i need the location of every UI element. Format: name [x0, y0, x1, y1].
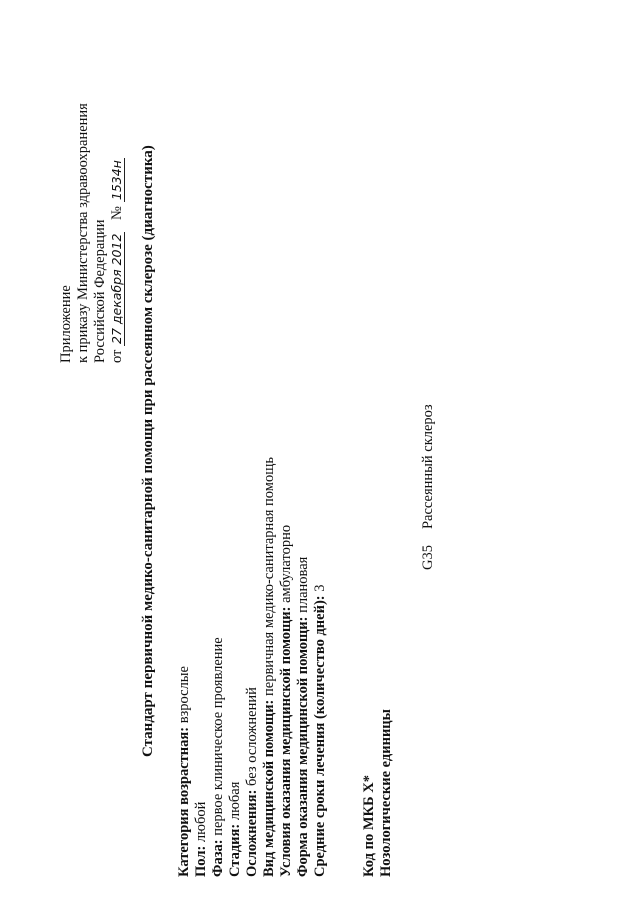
handwritten-number: 1534н	[109, 160, 124, 201]
param-value: любая	[227, 781, 243, 824]
param-sex	[193, 457, 210, 877]
appendix-line-2: к приказу Министерства здравоохранения	[75, 103, 91, 363]
nosology-entry	[420, 404, 437, 570]
param-value: плановая	[295, 556, 311, 617]
parameters-list	[176, 457, 329, 877]
nosological-units-label: Нозологические единицы	[378, 709, 394, 877]
param-label: Средние сроки лечения (количество дней):	[312, 595, 328, 877]
appendix-line-1: Приложение	[58, 285, 74, 363]
date-prefix: от	[109, 349, 125, 363]
icd-code-label: Код по МКБ X*	[361, 775, 377, 877]
param-label: Осложнения:	[244, 789, 260, 877]
param-label: Категория возрастная:	[176, 726, 192, 877]
icd-section	[361, 709, 395, 877]
param-stage	[227, 457, 244, 877]
handwritten-date: 27 декабря 2012	[109, 233, 124, 344]
document-title: Стандарт первичной медико-санитарной помощи при рассеянном склерозе (диагностика)	[140, 145, 156, 757]
param-care-type	[261, 457, 278, 877]
param-age-category	[176, 457, 193, 877]
param-value: 3	[312, 584, 328, 596]
param-label: Условия оказания медицинской помощи:	[278, 606, 294, 877]
param-label: Форма оказания медицинской помощи:	[295, 616, 311, 877]
param-label: Пол:	[193, 845, 209, 877]
appendix-date-line	[109, 103, 126, 363]
param-treatment-duration	[312, 457, 329, 877]
param-value: любой	[193, 801, 209, 846]
param-value: взрослые	[176, 666, 192, 727]
number-label: №	[109, 206, 125, 220]
param-value: первое клиническое проявление	[210, 637, 226, 840]
param-value: первичная медико-санитарная помощь	[261, 457, 277, 700]
appendix-block	[58, 103, 126, 363]
diagnosis-name: Рассеянный склероз	[420, 404, 436, 530]
appendix-line-3: Российской Федерации	[92, 219, 108, 363]
param-value: амбулаторно	[278, 524, 294, 607]
param-label: Стадия:	[227, 823, 243, 877]
param-care-conditions	[278, 457, 295, 877]
icd-code: G35	[420, 545, 436, 570]
param-care-form	[295, 457, 312, 877]
param-value: без осложнений	[244, 687, 260, 790]
param-label: Фаза:	[210, 839, 226, 877]
param-complications	[244, 457, 261, 877]
param-phase	[210, 457, 227, 877]
param-label: Вид медицинской помощи:	[261, 699, 277, 877]
